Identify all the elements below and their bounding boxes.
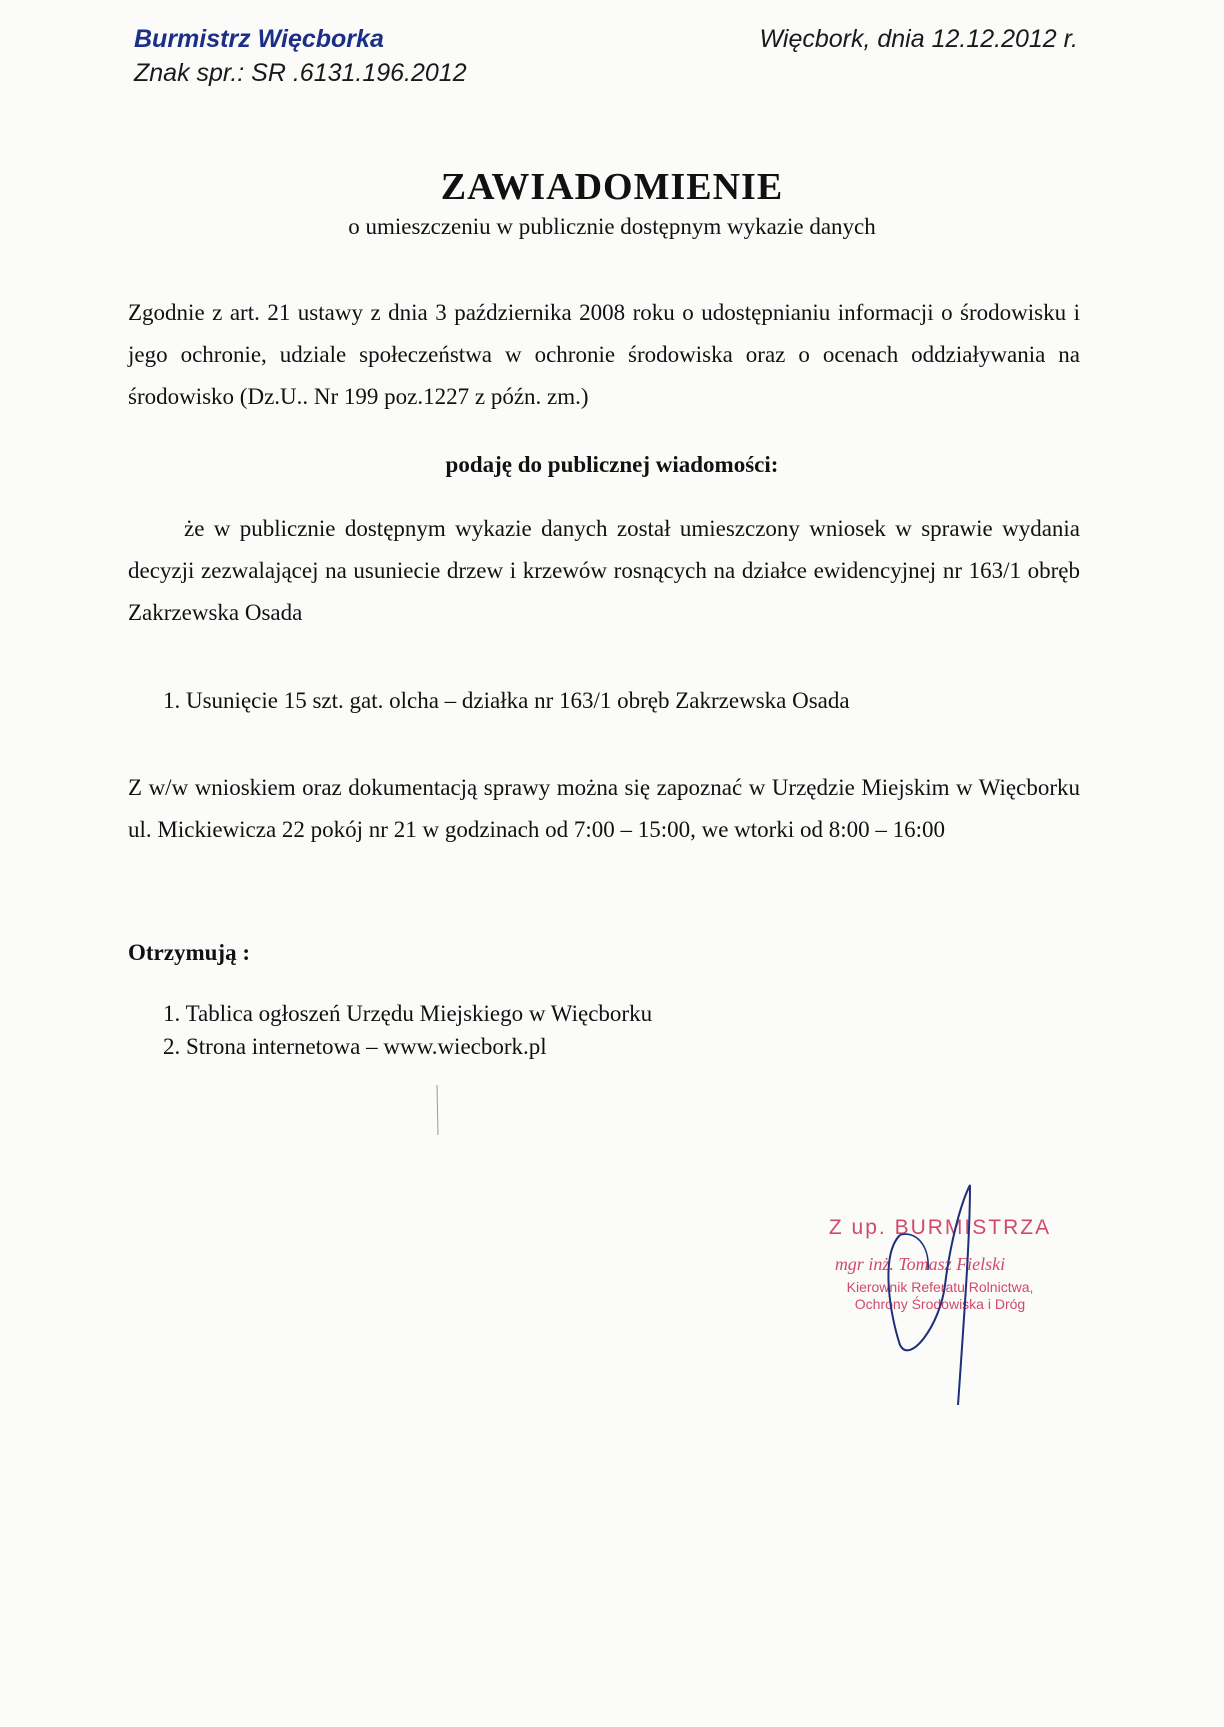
letterhead	[134, 22, 467, 90]
announcement-heading: podaję do publicznej wiadomości:	[445, 452, 779, 477]
recipients-heading: Otrzymują :	[128, 940, 250, 965]
recipients-list	[163, 997, 652, 1063]
document-title: ZAWIADOMIENIE	[440, 166, 784, 208]
list-item: 1. Usunięcie 15 szt. gat. olcha – działka nr 163/1 obręb Zakrzewska Osada	[163, 688, 850, 713]
case-reference: Znak spr.: SR .6131.196.2012	[134, 59, 467, 87]
stamp-line: Ochrony Środowiska i Dróg	[854, 1296, 1026, 1312]
application-paragraph: że w publicznie dostępnym wykazie danych został umieszczony wniosek w sprawie wydania decyzji zezwalającej na usuniecie drzew i krzewów rosnących na działce ewidencyjnej nr 163/1 obręb Zakrzewska Osada	[128, 516, 1080, 625]
list-item: 2. Strona internetowa – www.wiecbork.pl	[163, 1034, 547, 1059]
stamp-line: Kierownik Referatu Rolnictwa,	[846, 1279, 1034, 1295]
stamp-line: Z up. BURMISTRZA	[828, 1216, 1052, 1239]
place-and-date: Więcbork, dnia 12.12.2012 r.	[759, 25, 1078, 53]
document-subtitle: o umieszczeniu w publicznie dostępnym wykazie danych	[348, 214, 876, 239]
legal-basis-paragraph: Zgodnie z art. 21 ustawy z dnia 3 października 2008 roku o udostępnianiu informacji o środowisku i jego ochronie, udziale społeczeństwa w ochronie środowiska oraz o ocenach oddziaływania na środowisko (Dz.U.. Nr 199 poz.1227 z późn. zm.)	[128, 300, 1080, 409]
inspection-paragraph: Z w/w wnioskiem oraz dokumentacją sprawy można się zapoznać w Urzędzie Miejskim w Więcborku ul. Mickiewicza 22 pokój nr 21 w godzinach od 7:00 – 15:00, we wtorki od 8:00 – 16:00	[128, 775, 1080, 842]
issuing-authority: Burmistrz Więcborka	[134, 25, 384, 53]
signature-icon	[870, 1175, 1010, 1405]
list-item: 1. Tablica ogłoszeń Urzędu Miejskiego w Więcborku	[163, 1001, 653, 1026]
stamp-line: mgr inż. Tomasz Fielski	[834, 1254, 1006, 1274]
pen-mark-icon	[436, 1085, 440, 1135]
